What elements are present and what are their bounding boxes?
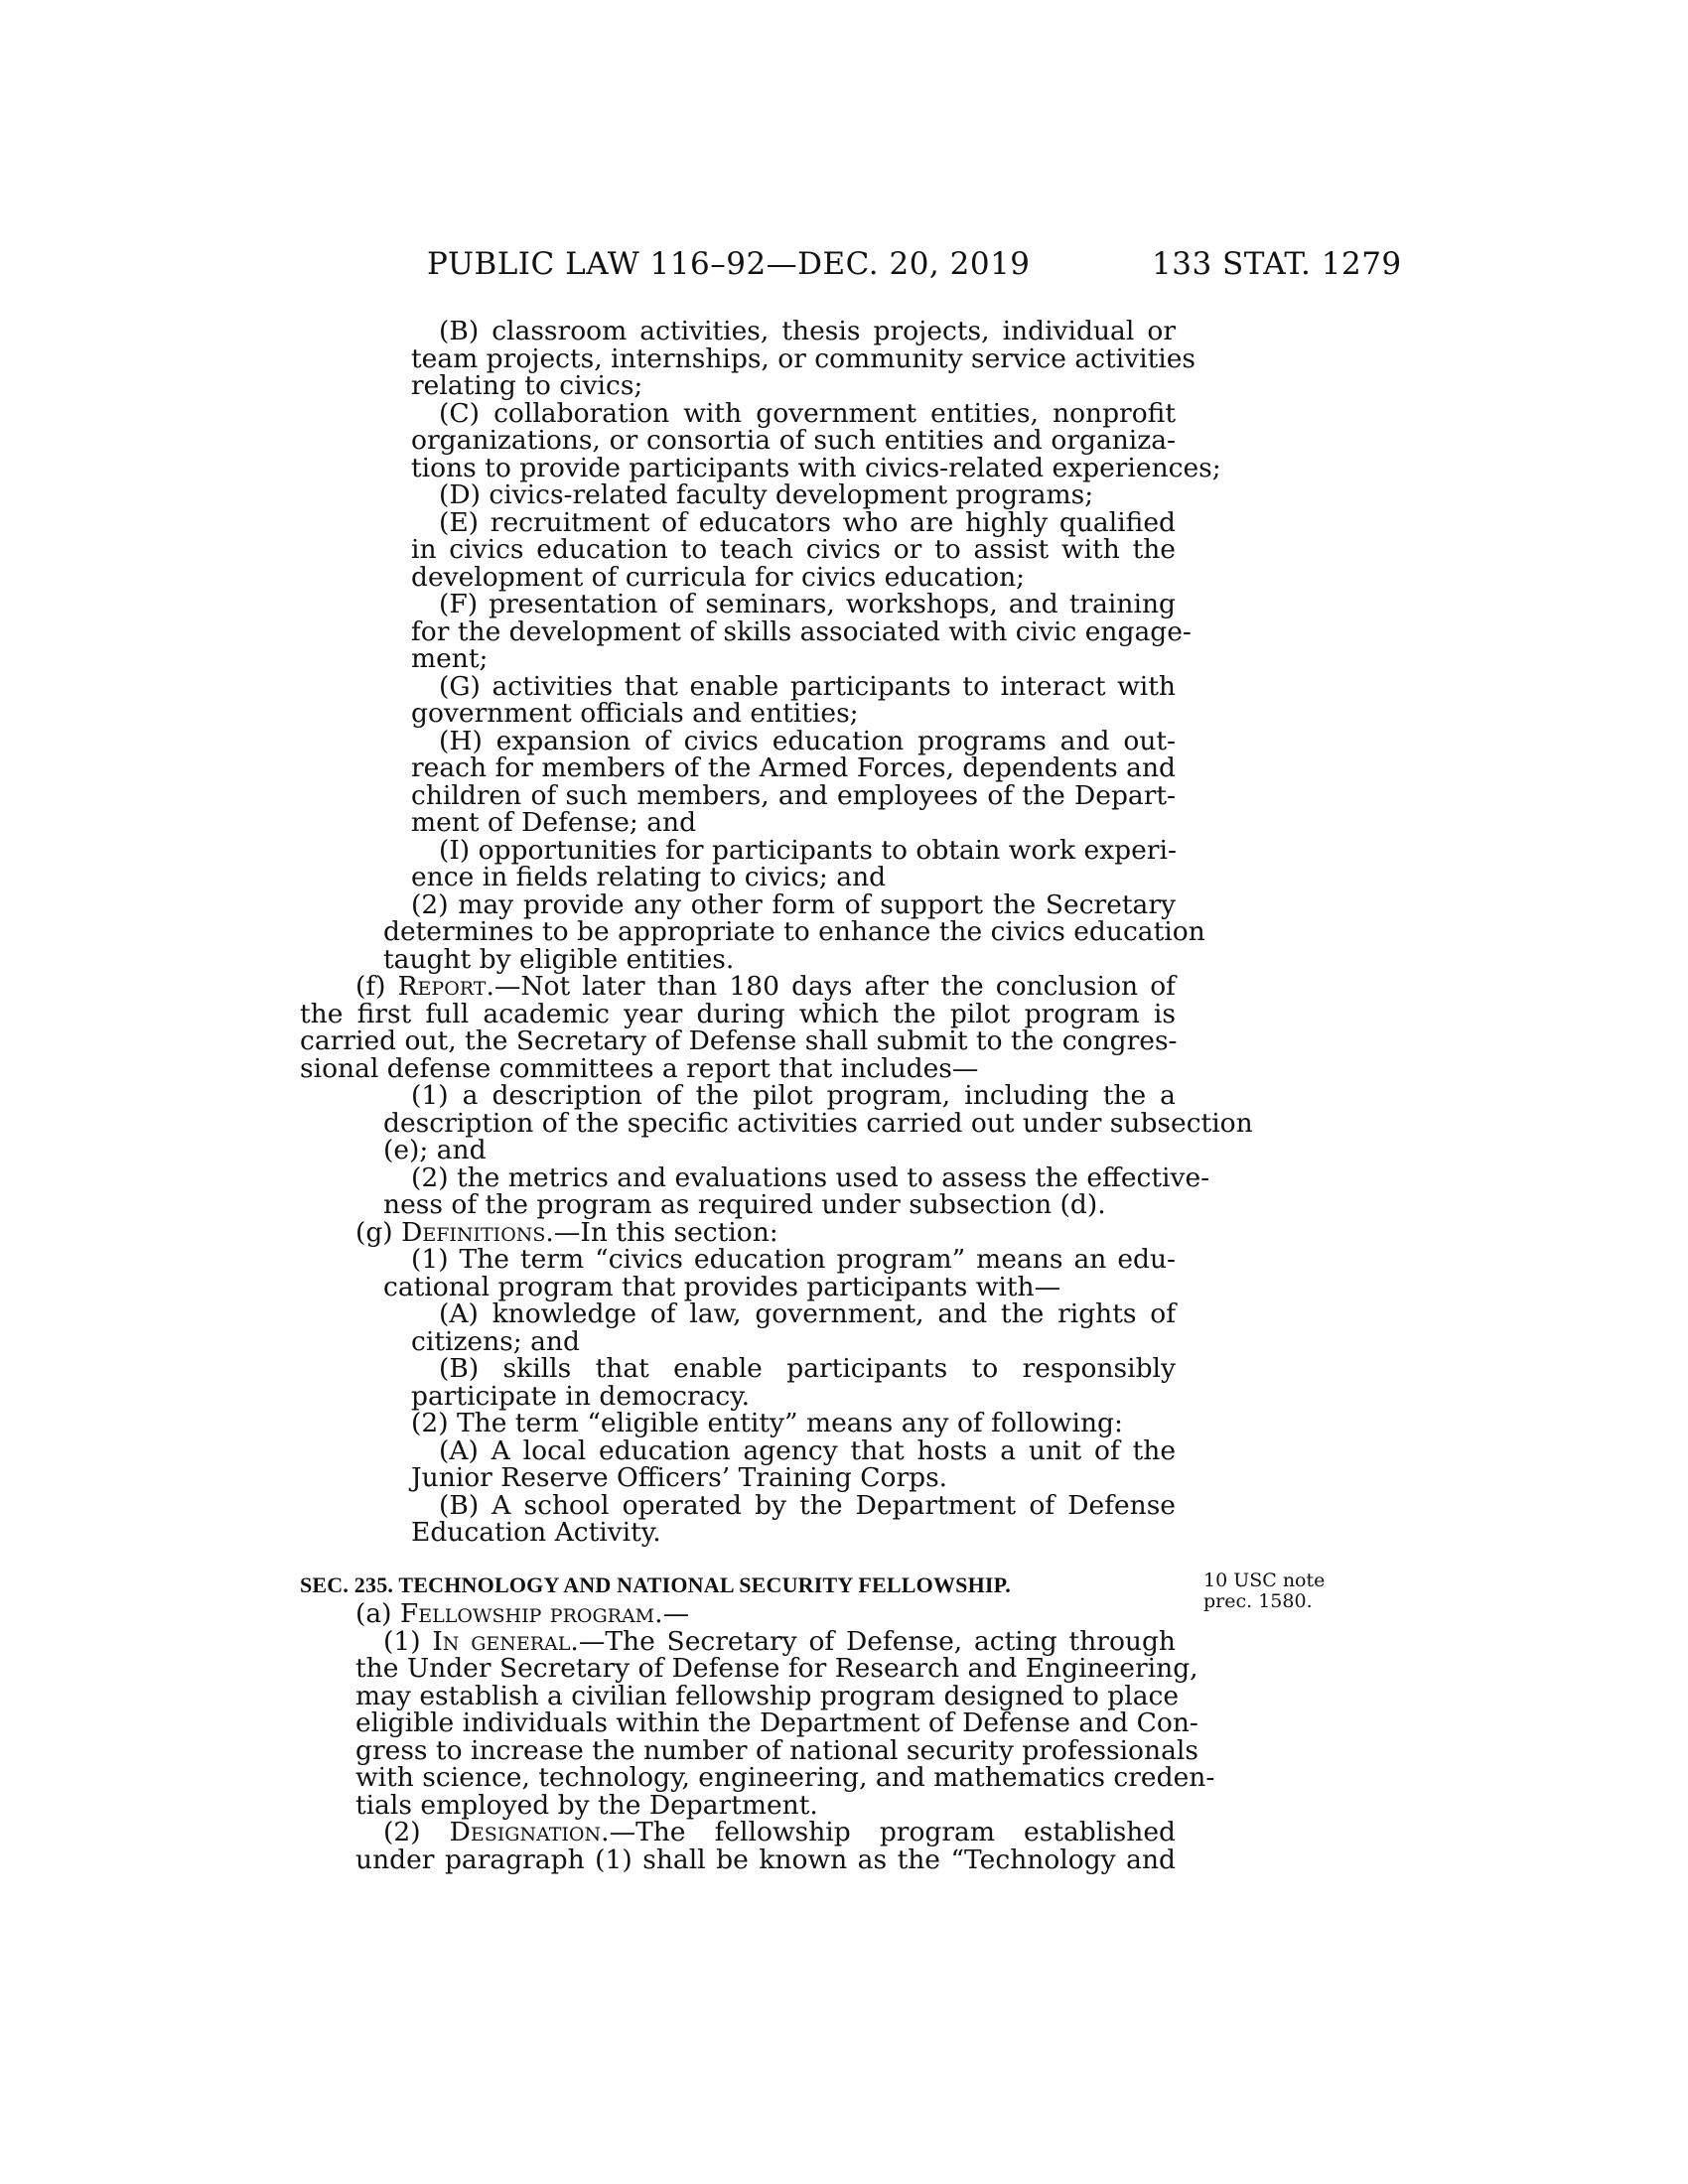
text-line: government officials and entities; <box>411 698 859 729</box>
text-line: eligible individuals within the Department of Defense and Con- <box>355 1707 1198 1738</box>
text-line: may establish a civilian fellowship program designed to place <box>355 1680 1180 1711</box>
text-line: (f) Report.—Not later than 180 days after the conclusion of <box>355 971 1176 1002</box>
margin-note-line: prec. 1580. <box>1203 1590 1313 1612</box>
text-line: (a) Fellowship program.— <box>355 1598 690 1629</box>
margin-note-line: 10 USC note <box>1203 1570 1326 1591</box>
section-heading: SEC. 235. TECHNOLOGY AND NATIONAL SECURITY FELLOWSHIP. <box>300 1572 1011 1597</box>
text-line: for the development of skills associated with civic engage- <box>411 615 1192 647</box>
text-line: citizens; and <box>411 1325 580 1357</box>
text-line: ness of the program as required under subsection (d). <box>383 1189 1106 1220</box>
text-line: children of such members, and employees of the Depart- <box>411 779 1176 811</box>
text-line: (I) opportunities for participants to obtain work experi- <box>439 834 1177 866</box>
text-line: with science, technology, engineering, and mathematics creden- <box>355 1762 1215 1793</box>
text-line: (1) The term “civics education program” means an edu- <box>411 1244 1176 1275</box>
text-line: ment of Defense; and <box>411 807 697 838</box>
text-line: (g) Definitions.—In this section: <box>355 1216 778 1248</box>
text-line: tials employed by the Department. <box>355 1789 818 1821</box>
text-line: ence in fields relating to civics; and <box>411 862 887 892</box>
text-line: the Under Secretary of Defense for Research and Engineering, <box>355 1653 1198 1684</box>
text-line: (A) knowledge of law, government, and the rights of <box>439 1298 1176 1329</box>
text-line: organizations, or consortia of such entities and organiza- <box>411 425 1176 456</box>
margin-note <box>1203 1570 1325 1612</box>
statute-page-number: 133 STAT. 1279 <box>1152 246 1402 282</box>
text-line: (H) expansion of civics education programs and out- <box>439 725 1176 756</box>
text-line: gress to increase the number of national security professionals <box>355 1734 1198 1766</box>
text-line: Education Activity. <box>411 1517 661 1548</box>
text-line: (B) A school operated by the Department of Defense <box>439 1489 1176 1521</box>
text-line: the first full academic year during which the pilot program is <box>300 998 1176 1029</box>
text-line: (2) The term “eligible entity” means any of following: <box>411 1408 1123 1438</box>
text-line: description of the specific activities carried out under subsection <box>383 1107 1253 1139</box>
text-line: participate in democracy. <box>411 1380 751 1412</box>
text-line: development of curricula for civics education; <box>411 561 1026 593</box>
text-line: (B) classroom activities, thesis projects, individual or <box>439 316 1176 346</box>
text-line: (2) may provide any other form of support the Secretary <box>411 888 1176 920</box>
text-line: team projects, internships, or community service activities <box>411 342 1196 374</box>
text-line: (E) recruitment of educators who are highly qualified <box>439 506 1176 538</box>
text-line: tions to provide participants with civics-related experiences; <box>411 452 1221 483</box>
text-line: carried out, the Secretary of Defense shall submit to the congres- <box>300 1025 1178 1056</box>
text-line: (G) activities that enable participants to interact with <box>439 670 1176 702</box>
text-line: taught by eligible entities. <box>383 943 735 975</box>
text-line: (C) collaboration with government entities, nonprofit <box>439 397 1176 429</box>
text-line: (D) civics-related faculty development programs; <box>439 479 1094 510</box>
text-line: (A) A local education agency that hosts a unit of the <box>439 1434 1176 1466</box>
text-line: (1) a description of the pilot program, including the a <box>411 1080 1176 1111</box>
text-line: relating to civics; <box>411 370 643 401</box>
text-line: determines to be appropriate to enhance the civics education <box>383 916 1205 947</box>
text-line: (1) In general.—The Secretary of Defense, acting through <box>383 1625 1176 1657</box>
public-law-citation: PUBLIC LAW 116–92—DEC. 20, 2019 <box>427 246 1031 282</box>
text-line: under paragraph (1) shall be known as the “Technology and <box>355 1843 1176 1875</box>
text-line: (B) skills that enable participants to responsibly <box>439 1353 1176 1384</box>
text-line: reach for members of the Armed Forces, dependents and <box>411 752 1176 783</box>
text-line: (F) presentation of seminars, workshops, and training <box>439 589 1176 619</box>
page-header <box>0 246 1688 290</box>
text-line: Junior Reserve Officers’ Training Corps. <box>411 1462 948 1493</box>
text-line: in civics education to teach civics or to assist with the <box>411 534 1176 565</box>
text-line: (e); and <box>383 1135 487 1165</box>
text-line: ment; <box>411 643 489 674</box>
text-line: cational program that provides participants with— <box>383 1271 1061 1302</box>
text-line: (2) Designation.—The fellowship program established <box>383 1817 1177 1847</box>
text-line: sional defense committees a report that includes— <box>300 1052 979 1084</box>
text-line: (2) the metrics and evaluations used to assess the effective- <box>411 1161 1210 1193</box>
